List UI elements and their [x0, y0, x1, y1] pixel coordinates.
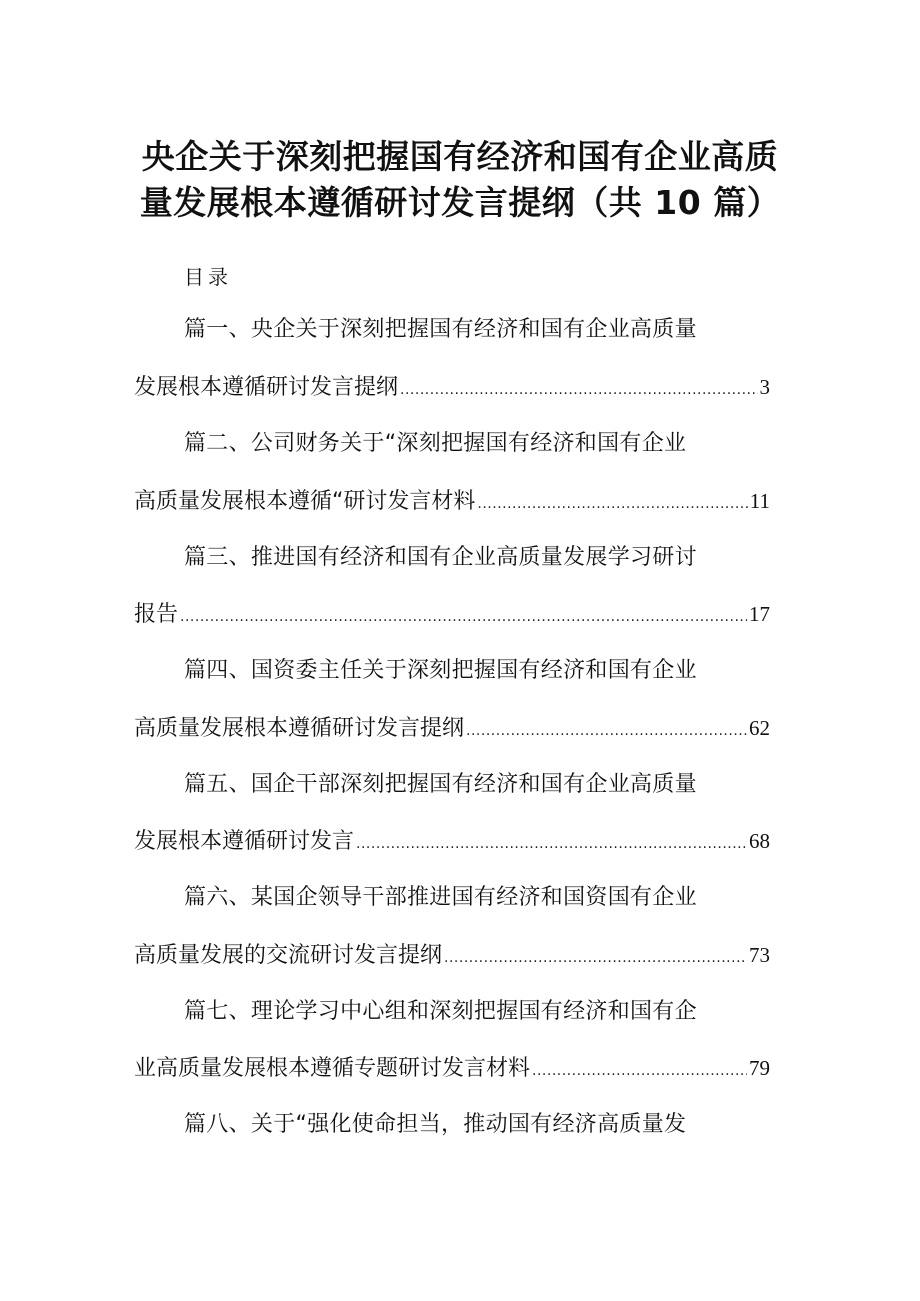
dot-leader	[466, 714, 747, 748]
toc-entry-5-title: 篇五、国企干部深刻把握国有经济和国有企业高质量	[184, 772, 697, 797]
toc-entry-1-title: 篇一、央企关于深刻把握国有经济和国有企业高质量	[184, 317, 697, 342]
toc-entry-4-title: 篇四、国资委主任关于深刻把握国有经济和国有企业	[184, 658, 697, 683]
toc-entry-5-continuation[interactable]	[134, 824, 770, 861]
toc-page-number: 68	[749, 829, 770, 853]
toc-entry-text: 高质量发展的交流研讨发言提纲	[134, 943, 443, 968]
dot-leader	[400, 373, 757, 407]
dot-leader	[180, 600, 747, 634]
toc-entry-3-continuation[interactable]	[134, 597, 770, 634]
toc-entry-text: 发展根本遵循研讨发言提纲	[134, 375, 399, 400]
toc-page-number: 62	[749, 716, 770, 740]
toc-entry-2-title: 篇二、公司财务关于“深刻把握国有经济和国有企业	[184, 431, 687, 456]
toc-page-number: 73	[749, 943, 770, 967]
toc-entry-6-continuation[interactable]	[134, 938, 770, 975]
document-title-line-2: 量发展根本遵循研讨发言提纲（共 10 篇）	[139, 183, 781, 222]
dot-leader	[356, 827, 747, 861]
toc-entry-8-title: 篇八、关于“强化使命担当，推动国有经济高质量发	[184, 1112, 687, 1137]
dot-leader	[444, 941, 747, 975]
dot-leader	[532, 1054, 747, 1088]
toc-entry-text: 高质量发展根本遵循研讨发言提纲	[134, 716, 465, 741]
dot-leader	[477, 487, 747, 521]
toc-entry-1-continuation[interactable]	[134, 370, 770, 407]
toc-page-number: 79	[749, 1056, 770, 1080]
toc-heading: 目录	[184, 265, 232, 289]
toc-entry-text: 发展根本遵循研讨发言	[134, 829, 355, 854]
toc-entry-text: 报告	[134, 602, 179, 627]
toc-entry-text: 高质量发展根本遵循“研讨发言材料	[134, 489, 476, 514]
toc-entry-4-continuation[interactable]	[134, 711, 770, 748]
toc-entry-2-continuation[interactable]	[134, 484, 770, 521]
toc-page-number: 17	[749, 602, 770, 626]
toc-page-number: 11	[749, 489, 770, 513]
toc-page-number: 3	[759, 375, 770, 399]
toc-entry-7-continuation[interactable]	[134, 1051, 770, 1088]
toc-entry-7-title: 篇七、理论学习中心组和深刻把握国有经济和国有企	[184, 999, 697, 1024]
toc-entry-6-title: 篇六、某国企领导干部推进国有经济和国资国有企业	[184, 885, 697, 910]
toc-entry-3-title: 篇三、推进国有经济和国有企业高质量发展学习研讨	[184, 545, 697, 570]
toc-entry-text: 业高质量发展根本遵循专题研讨发言材料	[134, 1056, 531, 1081]
document-title-line-1: 央企关于深刻把握国有经济和国有企业高质	[141, 137, 779, 176]
